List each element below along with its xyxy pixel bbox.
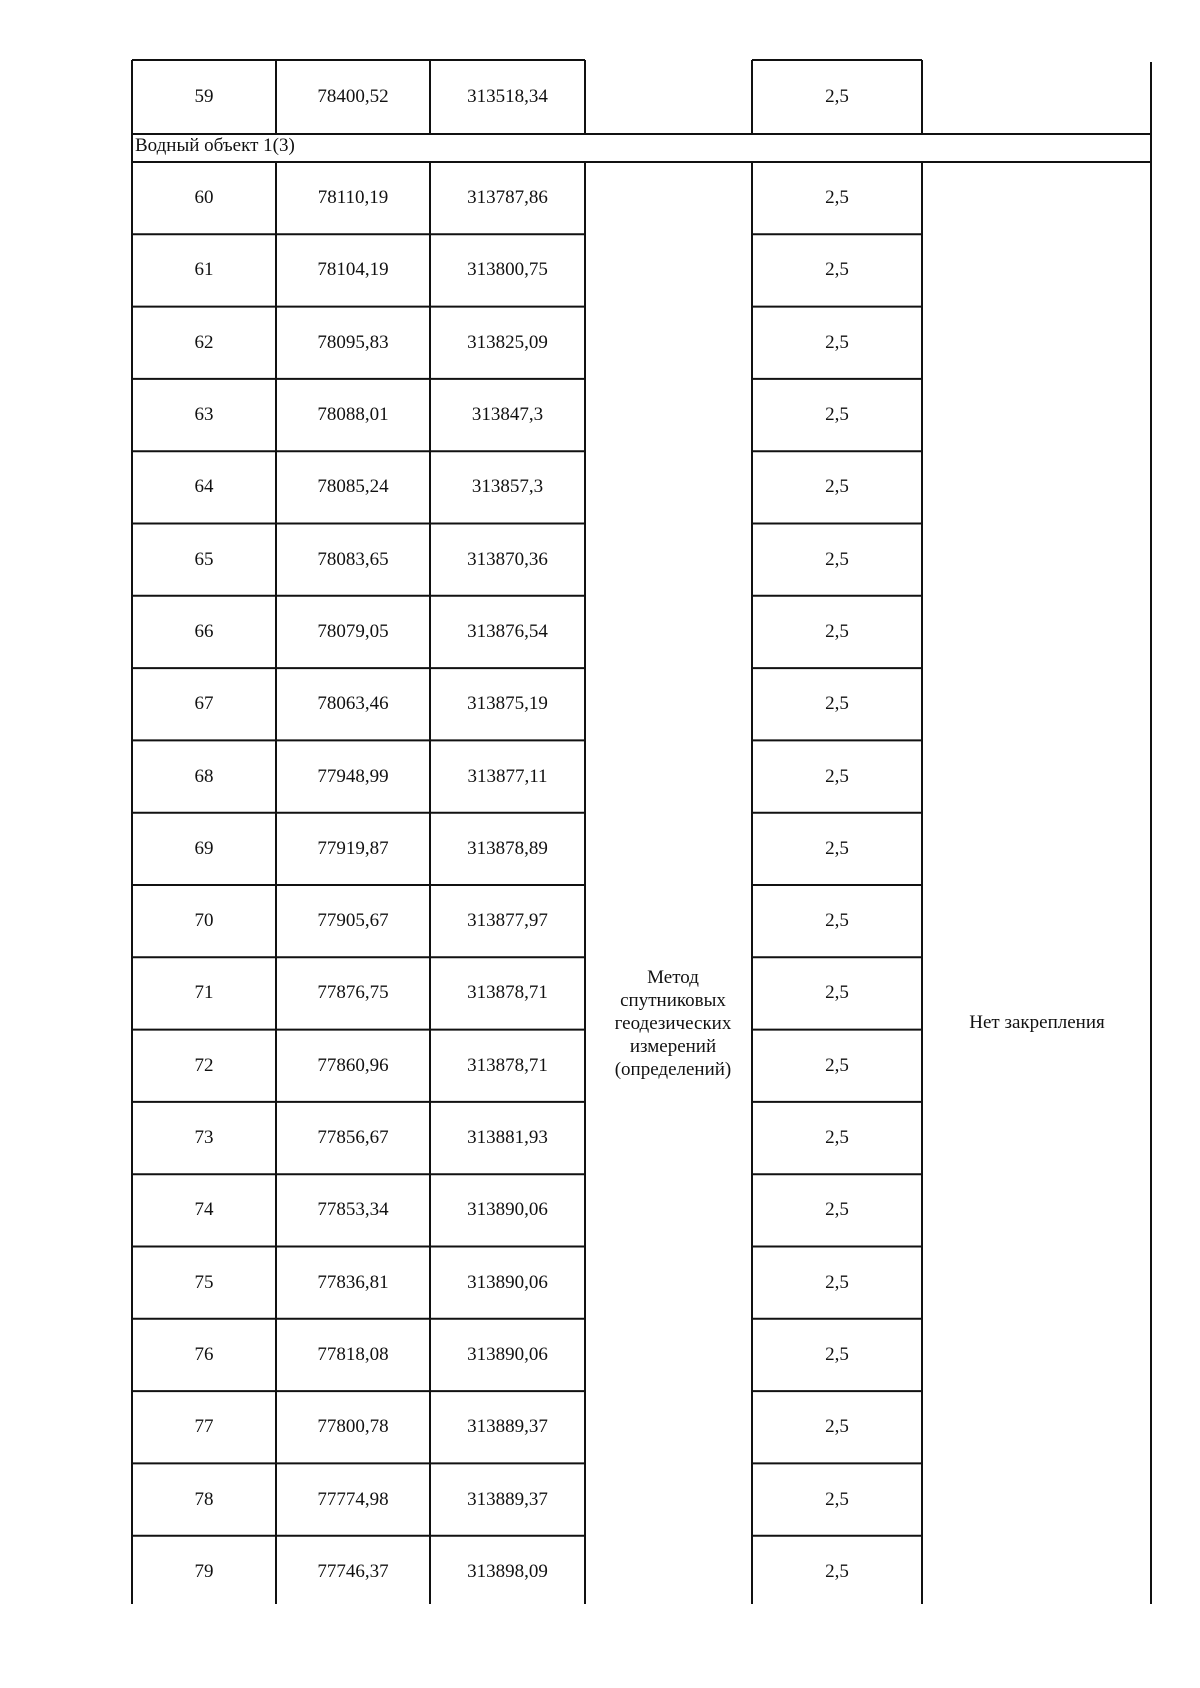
x-coordinate-cell: 77818,08 bbox=[317, 1343, 389, 1365]
accuracy-cell: 2,5 bbox=[825, 620, 849, 642]
x-coordinate-cell: 78104,19 bbox=[317, 259, 389, 281]
accuracy-cell: 2,5 bbox=[825, 86, 849, 107]
accuracy-cell: 2,5 bbox=[825, 404, 849, 426]
accuracy-cell: 2,5 bbox=[825, 331, 849, 353]
y-coordinate-cell: 313876,54 bbox=[467, 620, 548, 642]
accuracy-cell: 2,5 bbox=[825, 1127, 849, 1149]
accuracy-cell: 2,5 bbox=[825, 837, 849, 859]
accuracy-cell: 2,5 bbox=[825, 548, 849, 570]
x-coordinate-cell: 77948,99 bbox=[317, 765, 389, 787]
accuracy-cell: 2,5 bbox=[825, 910, 849, 932]
point-number-cell: 67 bbox=[194, 693, 214, 715]
y-coordinate-cell: 313878,89 bbox=[467, 837, 548, 859]
point-number-cell: 75 bbox=[194, 1271, 214, 1293]
method-line: спутниковых bbox=[620, 990, 726, 1011]
y-coordinate-cell: 313889,37 bbox=[467, 1416, 548, 1438]
method-cell bbox=[588, 966, 758, 1081]
y-coordinate-cell: 313847,3 bbox=[471, 404, 544, 426]
point-number-cell: 62 bbox=[194, 331, 214, 353]
y-coordinate-cell: 313518,34 bbox=[467, 86, 548, 107]
y-coordinate-cell: 313787,86 bbox=[467, 187, 548, 209]
point-number-cell: 78 bbox=[194, 1488, 214, 1510]
point-number-cell: 71 bbox=[194, 982, 214, 1004]
accuracy-cell: 2,5 bbox=[825, 693, 849, 715]
accuracy-cell: 2,5 bbox=[825, 259, 849, 281]
group-label: Водный объект 1(3) bbox=[135, 135, 295, 156]
point-number-cell: 66 bbox=[194, 620, 214, 642]
method-line: измерений bbox=[629, 1036, 717, 1057]
accuracy-cell: 2,5 bbox=[825, 1054, 849, 1076]
y-coordinate-cell: 313890,06 bbox=[467, 1199, 548, 1221]
point-number-cell: 74 bbox=[194, 1199, 214, 1221]
y-coordinate-cell: 313898,09 bbox=[467, 1560, 548, 1582]
point-number-cell: 60 bbox=[194, 187, 214, 209]
accuracy-cell: 2,5 bbox=[825, 1199, 849, 1221]
point-number-cell: 72 bbox=[194, 1054, 214, 1076]
x-coordinate-cell: 77746,37 bbox=[317, 1560, 389, 1582]
point-number-cell: 76 bbox=[194, 1343, 214, 1365]
y-coordinate-cell: 313890,06 bbox=[467, 1343, 548, 1365]
method-line: (определений) bbox=[614, 1059, 732, 1080]
point-number-cell: 65 bbox=[194, 548, 214, 570]
x-coordinate-cell: 78079,05 bbox=[317, 620, 389, 642]
point-number-cell: 73 bbox=[194, 1127, 214, 1149]
point-number-cell: 79 bbox=[194, 1560, 214, 1582]
y-coordinate-cell: 313890,06 bbox=[467, 1271, 548, 1293]
point-number-cell: 68 bbox=[194, 765, 214, 787]
accuracy-cell: 2,5 bbox=[825, 187, 849, 209]
point-number-cell: 61 bbox=[194, 259, 214, 281]
point-number-cell: 64 bbox=[194, 476, 214, 498]
y-coordinate-cell: 313825,09 bbox=[467, 331, 548, 353]
accuracy-cell: 2,5 bbox=[825, 1416, 849, 1438]
y-coordinate-cell: 313870,36 bbox=[467, 548, 548, 570]
x-coordinate-cell: 77860,96 bbox=[317, 1054, 389, 1076]
accuracy-cell: 2,5 bbox=[825, 1343, 849, 1365]
x-coordinate-cell: 77800,78 bbox=[317, 1416, 389, 1438]
x-coordinate-cell: 77774,98 bbox=[317, 1488, 389, 1510]
y-coordinate-cell: 313857,3 bbox=[471, 476, 544, 498]
x-coordinate-cell: 77876,75 bbox=[317, 982, 389, 1004]
x-coordinate-cell: 78400,52 bbox=[317, 86, 389, 107]
x-coordinate-cell: 77905,67 bbox=[317, 910, 389, 932]
accuracy-cell: 2,5 bbox=[825, 982, 849, 1004]
point-number-cell: 63 bbox=[194, 404, 214, 426]
fixing-cell: Нет закрепления bbox=[969, 1012, 1105, 1033]
y-coordinate-cell: 313878,71 bbox=[467, 982, 548, 1004]
point-number-cell: 77 bbox=[194, 1416, 214, 1438]
point-number-cell: 69 bbox=[194, 837, 214, 859]
x-coordinate-cell: 77853,34 bbox=[317, 1199, 389, 1221]
x-coordinate-cell: 78110,19 bbox=[317, 187, 389, 209]
y-coordinate-cell: 313877,11 bbox=[467, 765, 548, 787]
y-coordinate-cell: 313878,71 bbox=[467, 1054, 548, 1076]
x-coordinate-cell: 77856,67 bbox=[317, 1127, 389, 1149]
point-number-cell: 70 bbox=[194, 910, 214, 932]
y-coordinate-cell: 313881,93 bbox=[467, 1127, 548, 1149]
y-coordinate-cell: 313889,37 bbox=[467, 1488, 548, 1510]
x-coordinate-cell: 78083,65 bbox=[317, 548, 389, 570]
accuracy-cell: 2,5 bbox=[825, 476, 849, 498]
method-line: Метод bbox=[647, 967, 699, 988]
accuracy-cell: 2,5 bbox=[825, 1488, 849, 1510]
y-coordinate-cell: 313877,97 bbox=[467, 910, 548, 932]
method-line: геодезических bbox=[614, 1013, 732, 1034]
accuracy-cell: 2,5 bbox=[825, 1560, 849, 1582]
accuracy-cell: 2,5 bbox=[825, 765, 849, 787]
point-number-cell: 59 bbox=[194, 86, 214, 107]
y-coordinate-cell: 313875,19 bbox=[467, 693, 548, 715]
x-coordinate-cell: 78085,24 bbox=[317, 476, 389, 498]
accuracy-cell: 2,5 bbox=[825, 1271, 849, 1293]
x-coordinate-cell: 77836,81 bbox=[317, 1271, 389, 1293]
x-coordinate-cell: 78088,01 bbox=[317, 404, 389, 426]
x-coordinate-cell: 78095,83 bbox=[317, 331, 389, 353]
x-coordinate-cell: 77919,87 bbox=[317, 837, 389, 859]
y-coordinate-cell: 313800,75 bbox=[467, 259, 548, 281]
x-coordinate-cell: 78063,46 bbox=[317, 693, 389, 715]
